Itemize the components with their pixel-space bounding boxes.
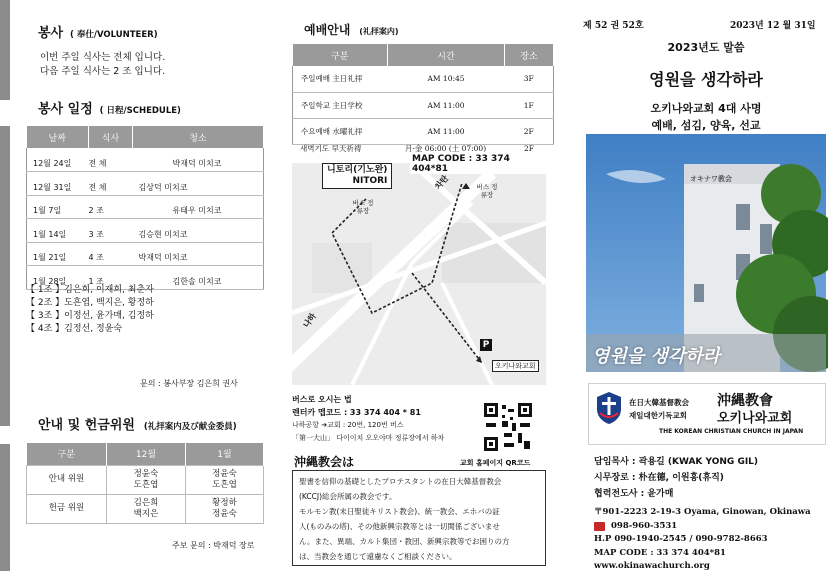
hp: H.P 090-1940-2545 / 090-9782-8663 [594, 534, 768, 544]
worship-row-clipped [292, 142, 554, 153]
guide-heading [38, 414, 237, 433]
guide-person: 백지은 [133, 508, 159, 519]
worship-place: 2F [524, 144, 534, 153]
volunteer-heading [38, 22, 158, 41]
building-sign: オキナワ教会 [690, 175, 732, 183]
table-row [293, 92, 554, 118]
side-bar-middle [0, 126, 10, 426]
table-row [27, 242, 264, 266]
volunteer-subtitle: ( 奉仕/VOLUNTEER) [70, 30, 158, 40]
bulletin-volume: 제 52 권 52호 [583, 21, 644, 31]
elders: 시무장로 : 朴在德, 이원홍(휴직) [594, 473, 724, 483]
directions-rentacar: 렌터카 맵코드 : 33 374 404 * 81 [292, 408, 421, 417]
schedule-date: 12월 24일 [27, 148, 89, 172]
schedule-title: 봉사 일정 [38, 102, 93, 117]
road-label: 차탄 [433, 173, 451, 192]
guide-dec-cell [107, 494, 186, 523]
schedule-header: 청소 [133, 126, 264, 148]
guide-title: 안내 및 헌금위원 [38, 418, 135, 433]
worship-place: 3F [505, 66, 554, 92]
guide-jan-cell [186, 465, 264, 494]
table-row [27, 148, 264, 172]
group-item: 【 2조 】도흔엽, 백지은, 황정하 [26, 298, 154, 308]
church-name-kr: 오키나와교회 [717, 411, 793, 426]
guide-table [26, 443, 264, 524]
volunteer-title: 봉사 [38, 26, 64, 41]
schedule-meal: 전 체 [89, 172, 133, 196]
map-graphic [292, 163, 546, 385]
schedule-date: 1월 14일 [27, 219, 89, 243]
phone-icon [594, 522, 605, 531]
table-row [27, 465, 264, 494]
worship-heading [304, 21, 399, 38]
map-code-label: MAP CODE : 33 374 404*81 [410, 154, 546, 174]
church-photo [586, 134, 826, 372]
table-row [27, 172, 264, 196]
nitori-label [322, 163, 392, 189]
guide-subtitle: (礼拝案内及び献金委員) [143, 422, 237, 432]
tel: 098-960-3531 [611, 520, 678, 531]
intro-line: ん。また、異端、カルト集団・教団、新興宗教等でお困りの方 [299, 537, 510, 546]
table-row [27, 219, 264, 243]
guide-person: 김은희 [133, 497, 159, 508]
worship-place: 2F [505, 118, 554, 144]
schedule-clean: 김상덕 미치코 [133, 172, 264, 196]
guide-person: 정윤숙 [212, 468, 237, 479]
church-staff [594, 454, 758, 502]
group-list [26, 284, 154, 336]
intro-line: 聖書を信仰の基礎としたプロテスタントの在日大韓基督教会 [299, 477, 502, 486]
schedule-clean: 유태우 미치코 [133, 195, 264, 219]
address: 〒901-2223 2-19-3 Oyama, Ginowan, Okinawa [594, 507, 811, 517]
schedule-header: 식사 [89, 126, 133, 148]
directions-title: 버스로 오시는 법 [292, 395, 352, 404]
schedule-meal: 4 조 [89, 242, 133, 266]
church-photo-graphic [586, 134, 826, 372]
schedule-heading [38, 98, 181, 117]
website-link[interactable]: www.okinawachurch.org [594, 561, 710, 571]
table-row [293, 118, 554, 144]
verse-label: 2023년도 말씀 [667, 41, 745, 54]
worship-name: 수요예배 水曜礼拝 [293, 118, 388, 144]
side-bar-top [0, 0, 10, 100]
schedule-meal: 2 조 [89, 195, 133, 219]
qr-label: 교회 홈페이지 QR코드 [460, 459, 531, 467]
road-label: 나하 [301, 311, 318, 330]
worship-header: 구분 [293, 44, 388, 66]
group-item: 【 3조 】이정선, 윤가매, 김정하 [26, 311, 154, 321]
org-kr: 재일대한기독교회 [629, 411, 687, 420]
church-emblem-icon [595, 391, 623, 425]
parking-icon: P [480, 339, 492, 351]
verse-title: 영원을 생각하라 [649, 70, 763, 89]
worship-name: 새벽기도 早天祈祷 [300, 144, 362, 153]
worship-time: 月-金 06:00 (土 07:00) [404, 144, 487, 153]
table-row [27, 494, 264, 523]
intro-line: (KCCJ)総会所属の教会です。 [299, 492, 397, 501]
schedule-header-row [27, 126, 264, 148]
schedule-date: 1월 7일 [27, 195, 89, 219]
intro-line: 人(ものみの塔)、その他新興宗教等とは一切関係ございませ [299, 522, 500, 531]
schedule-date: 1월 28일 [27, 266, 89, 290]
worship-time: AM 11:00 [388, 118, 505, 144]
intro-title: 沖縄教会は [294, 455, 355, 469]
guide-header: 구분 [27, 443, 107, 465]
guide-jan-cell [186, 494, 264, 523]
worship-title: 예배안내 [304, 23, 351, 37]
church-map [292, 154, 546, 385]
guide-person: 황정하 [212, 497, 237, 508]
church-name-jp: 沖縄教會 [717, 393, 773, 409]
schedule-clean: 김한솔 미치코 [133, 266, 264, 290]
schedule-header: 날짜 [27, 126, 89, 148]
worship-time: AM 11:00 [388, 92, 505, 118]
guide-person: 정윤숙 [133, 468, 159, 479]
church-logo-box [588, 383, 826, 445]
table-row [293, 66, 554, 92]
schedule-meal: 전 체 [89, 148, 133, 172]
guide-person: 도흔엽 [133, 479, 159, 490]
org-jp: 在日大韓基督教会 [629, 398, 689, 407]
evangelist: 협력전도사 : 윤가매 [594, 489, 674, 499]
directions-stop: 「第一大山」 다이이치 오오야마 정류장에서 하차 [292, 434, 445, 442]
worship-place: 1F [505, 92, 554, 118]
group-item: 【 4조 】김정선, 정윤숙 [26, 324, 123, 334]
intro-box [292, 470, 546, 566]
church-map-label: 오키나와교회 [492, 360, 539, 372]
worship-subtitle: (礼拝案内) [359, 27, 399, 36]
volunteer-text [40, 51, 165, 79]
guide-role: 안내 위원 [27, 465, 107, 494]
bus-stop-label: 버스 정류장 [352, 199, 374, 215]
schedule-subtitle: ( 日程/SCHEDULE) [99, 106, 181, 116]
photo-caption: 영원을 생각하라 [592, 346, 720, 367]
guide-contact: 주보 문의 : 박재덕 장로 [172, 541, 255, 550]
bulletin-date: 2023년 12 월 31일 [730, 21, 816, 31]
schedule-contact: 문의 : 봉사부장 김은희 권사 [140, 379, 238, 388]
volunteer-line: 다음 주일 식사는 2 조 입니다. [40, 66, 166, 77]
guide-person: 정윤숙 [212, 508, 237, 519]
nitori-en: NITORI [352, 176, 388, 186]
schedule-date: 1월 21일 [27, 242, 89, 266]
schedule-clean: 박재덕 미치코 [133, 242, 264, 266]
intro-line: は、当教会を通じて遠慮なくご相談ください。 [299, 552, 457, 561]
worship-time: AM 10:45 [388, 66, 505, 92]
guide-header: 1월 [186, 443, 264, 465]
church-contact [594, 506, 826, 574]
schedule-clean: 박재덕 미치코 [133, 148, 264, 172]
schedule-meal: 1 조 [89, 266, 133, 290]
group-item: 【 1조 】김은희, 이재희, 최춘자 [26, 285, 154, 295]
qr-code-icon[interactable] [482, 401, 534, 453]
worship-table [292, 44, 554, 145]
worship-name: 주일학교 主日学校 [293, 92, 388, 118]
worship-header: 장소 [505, 44, 554, 66]
contact-map-code: MAP CODE : 33 374 404*81 [594, 547, 726, 558]
directions [292, 393, 444, 445]
guide-header-row [27, 443, 264, 465]
worship-header-row [293, 44, 554, 66]
intro-line: モルモン教(末日聖徒キリスト教会)、統一教会、エホバの証 [299, 507, 500, 516]
schedule-clean: 김승현 미치코 [133, 219, 264, 243]
worship-header: 시간 [388, 44, 505, 66]
mission-title: 오키나와교회 4대 사명 [650, 102, 762, 115]
tel-row [594, 520, 826, 534]
nitori-kr: 니토리(기노완) [327, 165, 388, 175]
guide-dec-cell [107, 465, 186, 494]
volunteer-line: 이번 주일 식사는 전체 입니다. [40, 52, 166, 63]
mission-list: 예배, 섬김, 양육, 선교 [651, 119, 761, 132]
schedule-date: 12월 31일 [27, 172, 89, 196]
schedule-table [26, 126, 264, 290]
pastor: 담임목사 : 곽용길 (KWAK YONG GIL) [594, 457, 759, 467]
church-name-en: THE KOREAN CHRISTIAN CHURCH IN JAPAN [659, 428, 804, 435]
schedule-meal: 3 조 [89, 219, 133, 243]
side-bar-bottom [0, 444, 10, 571]
table-row [27, 195, 264, 219]
guide-role: 헌금 위원 [27, 494, 107, 523]
directions-bus: 나하공항 ➔교회 : 20번, 120번 버스 [292, 421, 404, 429]
worship-name: 주일예배 主日礼拝 [293, 66, 388, 92]
guide-person: 도흔엽 [212, 479, 237, 490]
qr-code-graphic [482, 401, 534, 453]
bus-stop-label: 버스 정류장 [476, 183, 498, 199]
guide-header: 12월 [107, 443, 186, 465]
